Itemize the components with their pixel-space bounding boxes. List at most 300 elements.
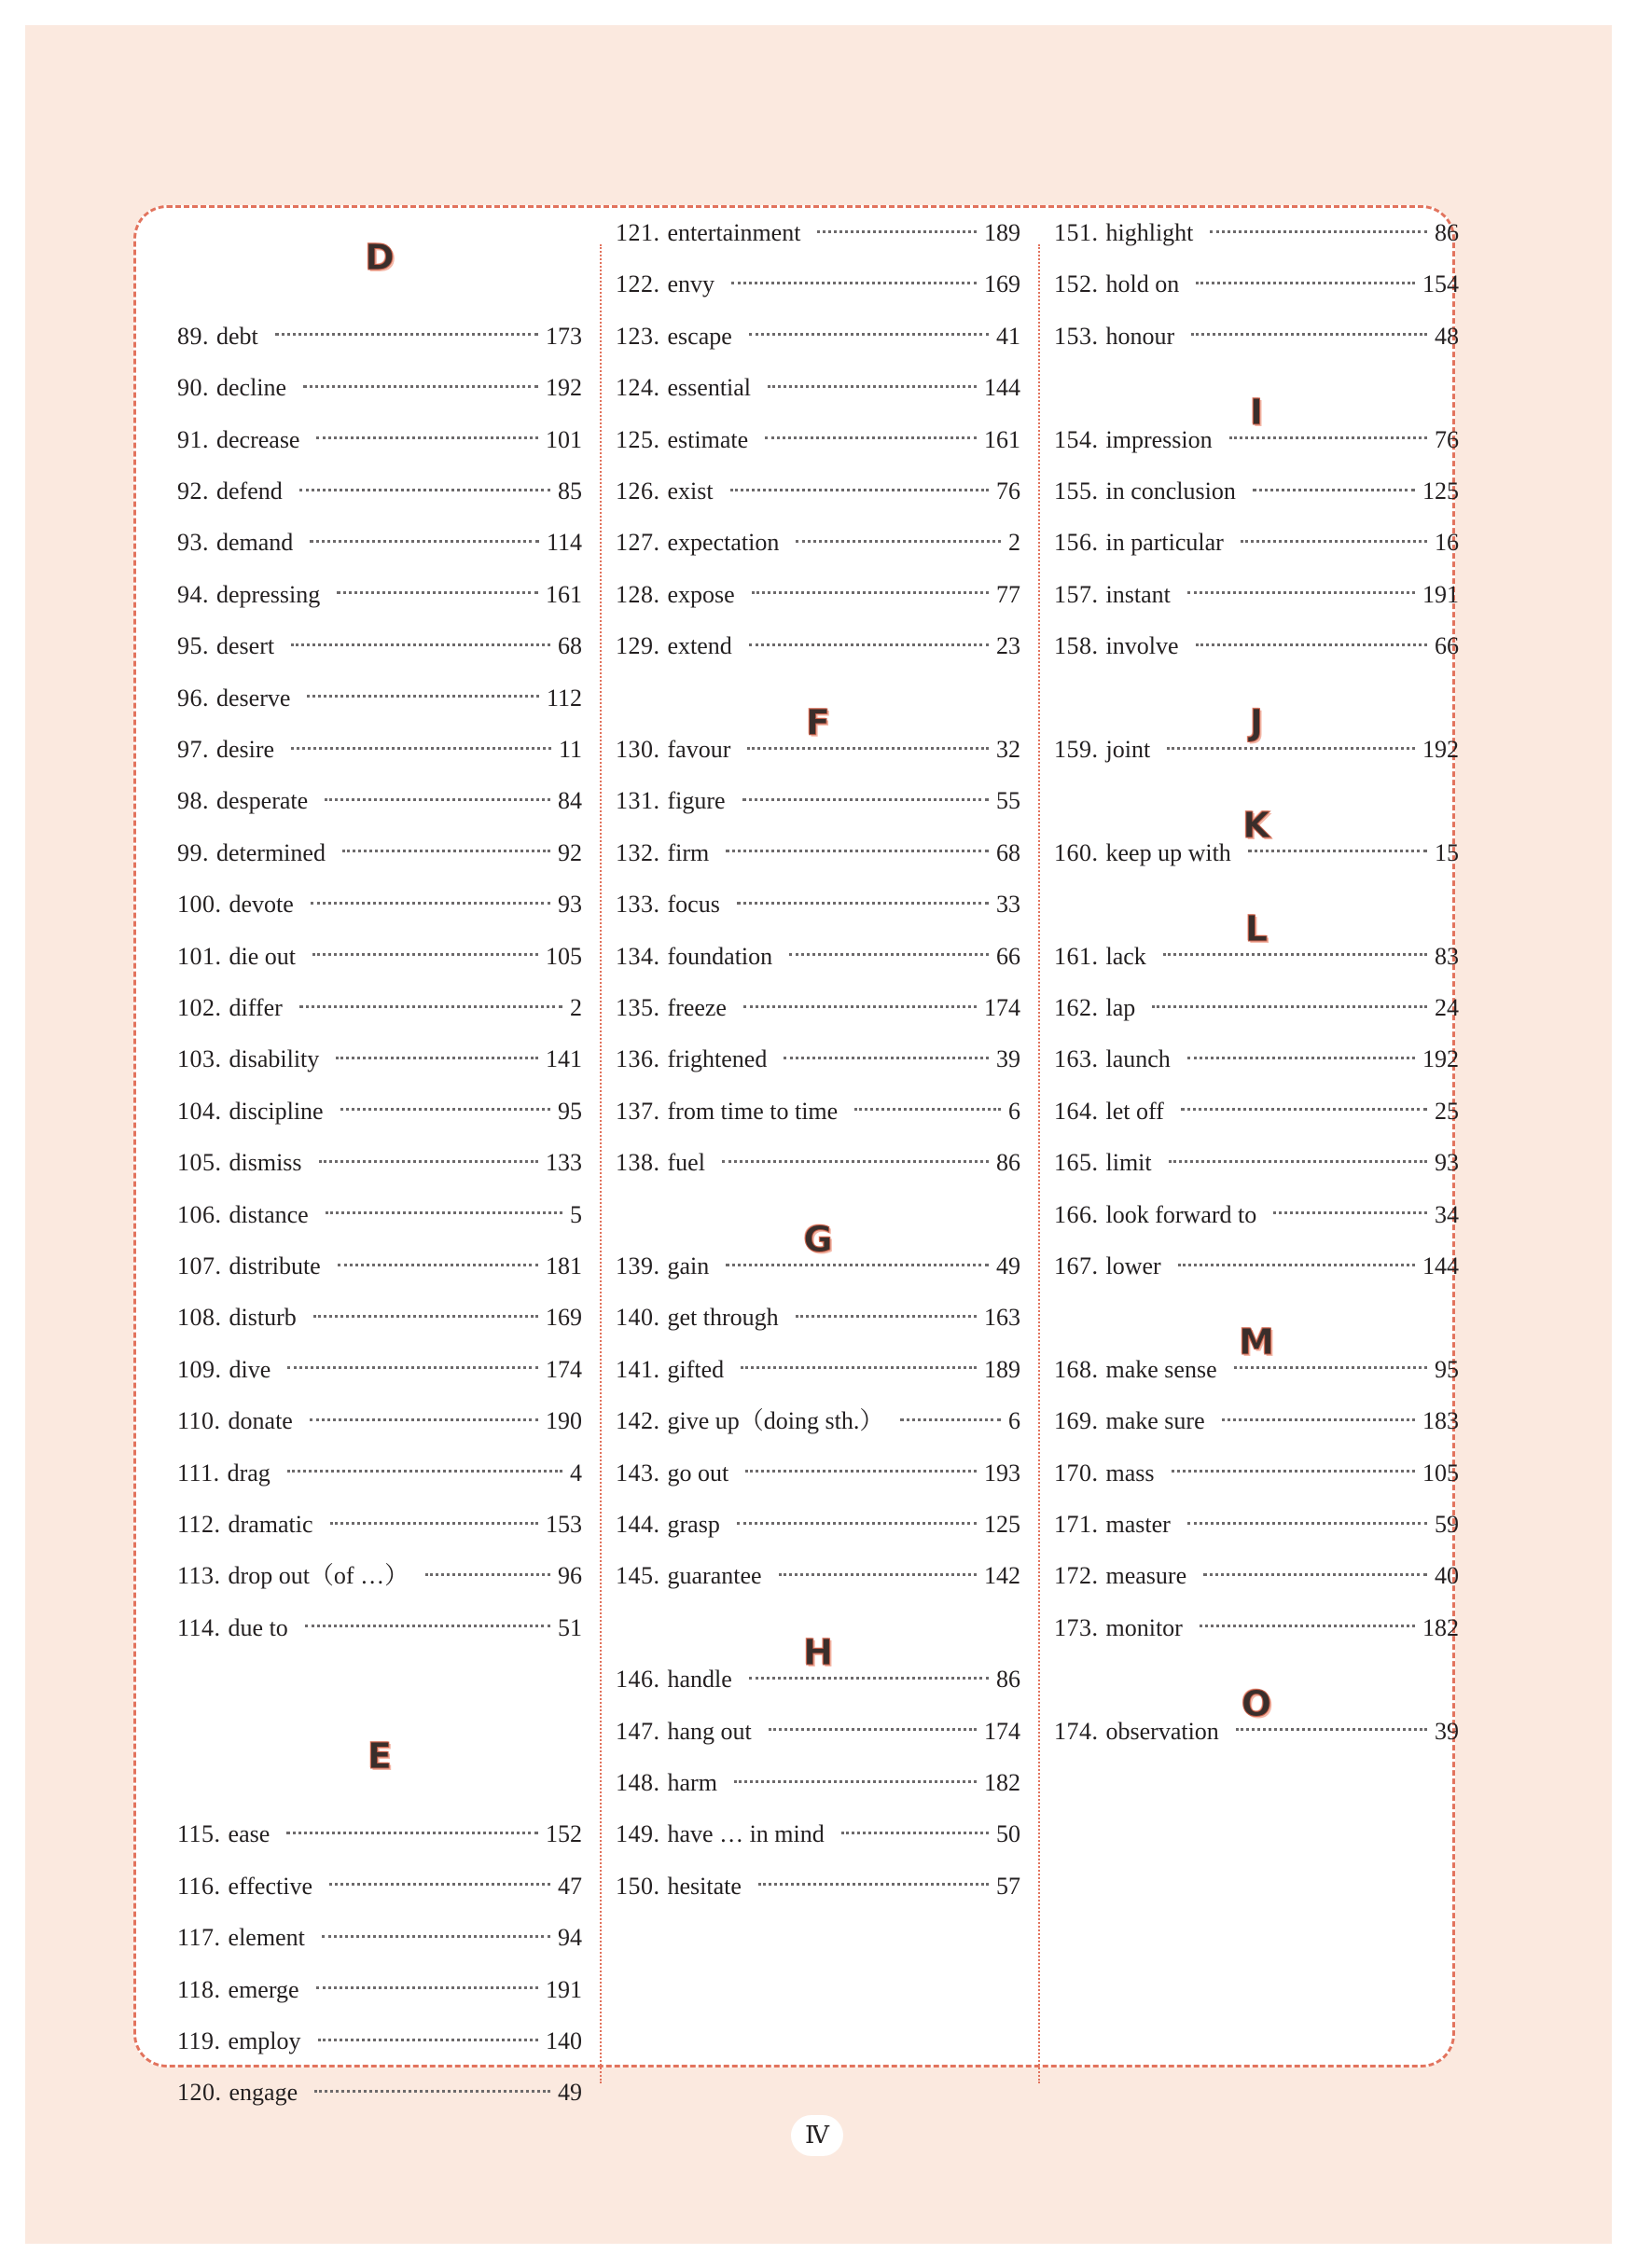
entry-number: 129. (616, 632, 660, 660)
entry-number: 107. (177, 1252, 222, 1279)
page-number: Ⅳ (791, 2115, 843, 2156)
entry-page-number: 192 (546, 374, 582, 402)
entry-page-number: 163 (984, 1304, 1020, 1332)
entry-page-number: 174 (984, 994, 1020, 1021)
entry-page-number: 86 (996, 1149, 1020, 1177)
entry-term: determined (216, 838, 326, 866)
dot-leader (726, 1264, 989, 1266)
entry-number: 171. (1054, 1511, 1099, 1538)
entry-page-number: 86 (996, 1666, 1020, 1694)
entry-page-number: 15 (1435, 838, 1459, 866)
dot-leader (1236, 1728, 1427, 1731)
dot-leader (1273, 1211, 1427, 1214)
index-entry (616, 207, 1020, 259)
index-entry (177, 1550, 582, 1602)
entry-number: 154. (1054, 425, 1099, 453)
entry-term: due to (228, 1613, 288, 1641)
section-letter: G (803, 1218, 833, 1260)
entry-page-number: 68 (558, 632, 582, 660)
entry-page-number: 66 (1435, 632, 1459, 660)
entry-number: 126. (616, 477, 660, 505)
entry-term: devote (229, 891, 294, 919)
entry-number: 125. (616, 425, 660, 453)
entry-page-number: 50 (996, 1820, 1020, 1848)
section-letter: I (1249, 392, 1264, 434)
dot-leader (1191, 333, 1427, 336)
dot-leader (1241, 540, 1427, 543)
entry-number: 102. (177, 994, 222, 1021)
index-entry (177, 362, 582, 414)
index-entry (616, 517, 1020, 569)
entry-number: 98. (177, 787, 209, 815)
index-entry (177, 672, 582, 725)
entry-number: 140. (616, 1304, 660, 1332)
index-entry (1054, 982, 1459, 1034)
dot-leader (1187, 591, 1415, 594)
dot-leader (737, 902, 989, 905)
dot-leader (1196, 643, 1428, 646)
entry-number: 136. (616, 1045, 660, 1073)
entry-term: foundation (667, 942, 773, 970)
entry-number: 101. (177, 942, 222, 970)
entry-number: 166. (1054, 1200, 1099, 1228)
index-entry (616, 1757, 1020, 1809)
index-entry (616, 1653, 1020, 1706)
entry-number: 145. (616, 1562, 660, 1590)
index-entry (1054, 517, 1459, 569)
entry-page-number: 41 (996, 322, 1020, 350)
dot-leader (1203, 1573, 1427, 1576)
index-entry (177, 1447, 582, 1500)
entry-number: 147. (616, 1717, 660, 1745)
entry-number: 161. (1054, 942, 1099, 970)
entry-page-number: 92 (558, 838, 582, 866)
entry-number: 138. (616, 1149, 660, 1177)
entry-number: 132. (616, 838, 660, 866)
dot-leader (287, 1366, 538, 1369)
index-entry (616, 414, 1020, 466)
index-entry (1054, 724, 1459, 776)
dot-leader (1196, 282, 1415, 284)
entry-term: observation (1105, 1717, 1219, 1745)
index-entry (177, 1499, 582, 1551)
index-entry (177, 414, 582, 466)
entry-page-number: 191 (1422, 580, 1459, 608)
entry-number: 165. (1054, 1149, 1099, 1177)
index-entry (1054, 1499, 1459, 1551)
index-entry (177, 827, 582, 879)
index-entry (177, 465, 582, 518)
entry-term: get through (667, 1304, 779, 1332)
index-entry (616, 362, 1020, 414)
index-entry (616, 311, 1020, 363)
entry-term: effective (228, 1872, 313, 1900)
entry-term: disturb (229, 1304, 297, 1332)
entry-page-number: 86 (1435, 219, 1459, 246)
entry-page-number: 174 (546, 1355, 582, 1383)
entry-number: 133. (616, 891, 660, 919)
entry-number: 164. (1054, 1097, 1099, 1125)
dot-leader (747, 747, 989, 750)
entry-term: instant (1105, 580, 1171, 608)
dot-leader (1210, 230, 1427, 233)
entry-number: 163. (1054, 1045, 1099, 1073)
dot-leader (1178, 1264, 1415, 1266)
entry-number: 158. (1054, 632, 1099, 660)
dot-leader (817, 230, 977, 233)
entry-term: focus (667, 891, 720, 919)
index-entry (177, 569, 582, 621)
dot-leader (275, 333, 538, 336)
entry-term: figure (667, 787, 726, 815)
entry-page-number: 161 (546, 580, 582, 608)
index-entry (1054, 1033, 1459, 1086)
entry-page-number: 154 (1422, 270, 1459, 298)
entry-page-number: 125 (984, 1511, 1020, 1538)
section-letter: E (368, 1735, 392, 1777)
entry-page-number: 16 (1435, 529, 1459, 557)
entry-number: 160. (1054, 838, 1099, 866)
entry-term: harm (667, 1769, 717, 1796)
entry-page-number: 2 (570, 994, 582, 1021)
entry-term: guarantee (667, 1562, 762, 1590)
index-entry (1054, 1550, 1459, 1602)
entry-page-number: 191 (546, 1975, 582, 2003)
dot-leader (742, 798, 989, 801)
entry-page-number: 66 (996, 942, 1020, 970)
entry-term: entertainment (667, 219, 801, 246)
index-entry (616, 1344, 1020, 1396)
dot-leader (319, 1160, 538, 1163)
dot-leader (749, 1677, 989, 1680)
index-entry (177, 724, 582, 776)
dot-leader (322, 1935, 550, 1938)
entry-term: mass (1105, 1459, 1155, 1487)
dot-leader (299, 489, 550, 491)
entry-page-number: 192 (1422, 1045, 1459, 1073)
entry-page-number: 192 (1422, 736, 1459, 763)
index-entry (177, 2067, 582, 2119)
entry-page-number: 2 (1008, 529, 1020, 557)
entry-number: 90. (177, 374, 209, 402)
dot-leader (314, 2090, 550, 2093)
entry-page-number: 152 (546, 1820, 582, 1848)
entry-page-number: 32 (996, 736, 1020, 763)
entry-number: 146. (616, 1666, 660, 1694)
index-entry (1054, 414, 1459, 466)
entry-term: involve (1105, 632, 1179, 660)
section-letter: M (1239, 1321, 1274, 1363)
entry-number: 121. (616, 219, 660, 246)
entry-number: 134. (616, 942, 660, 970)
dot-leader (310, 1418, 538, 1421)
index-entry (1054, 569, 1459, 621)
entry-term: element (228, 1924, 305, 1952)
index-entry (1054, 1344, 1459, 1396)
entry-page-number: 49 (996, 1252, 1020, 1279)
entry-term: let off (1105, 1097, 1164, 1125)
index-entry (1054, 1706, 1459, 1758)
entry-page-number: 182 (984, 1769, 1020, 1796)
section-letter: F (806, 701, 830, 743)
entry-page-number: 101 (546, 425, 582, 453)
index-entry (177, 1137, 582, 1189)
entry-page-number: 169 (984, 270, 1020, 298)
section-letter: D (365, 237, 395, 278)
entry-number: 148. (616, 1769, 660, 1796)
entry-page-number: 105 (1422, 1459, 1459, 1487)
index-entry (177, 1912, 582, 1964)
dot-leader (311, 902, 550, 905)
dot-leader (425, 1573, 550, 1576)
index-entry (177, 878, 582, 931)
index-entry (177, 1395, 582, 1447)
entry-number: 95. (177, 632, 209, 660)
entry-term: drag (227, 1459, 271, 1487)
index-entry (616, 775, 1020, 827)
dot-leader (312, 953, 538, 956)
index-entry (616, 1550, 1020, 1602)
entry-page-number: 93 (558, 891, 582, 919)
entry-number: 119. (177, 2027, 221, 2054)
entry-page-number: 183 (1422, 1407, 1459, 1435)
entry-page-number: 76 (1435, 425, 1459, 453)
dot-leader (1229, 436, 1427, 439)
entry-page-number: 51 (558, 1613, 582, 1641)
dot-leader (784, 1057, 989, 1059)
entry-page-number: 112 (546, 684, 582, 712)
entry-page-number: 141 (546, 1045, 582, 1073)
index-entry (616, 1860, 1020, 1913)
entry-number: 144. (616, 1511, 660, 1538)
entry-number: 113. (177, 1562, 221, 1590)
entry-term: donate (228, 1407, 293, 1435)
entry-page-number: 193 (984, 1459, 1020, 1487)
entry-number: 109. (177, 1355, 222, 1383)
entry-term: keep up with (1105, 838, 1231, 866)
index-entry (1054, 1395, 1459, 1447)
entry-page-number: 93 (1435, 1149, 1459, 1177)
index-entry (177, 1033, 582, 1086)
entry-term: desert (216, 632, 275, 660)
entry-number: 149. (616, 1820, 660, 1848)
entry-page-number: 59 (1435, 1511, 1459, 1538)
entry-page-number: 95 (558, 1097, 582, 1125)
index-entry (177, 1602, 582, 1654)
index-entry (616, 827, 1020, 879)
index-entry (1054, 1602, 1459, 1654)
entry-term: expectation (667, 529, 780, 557)
index-entry (177, 517, 582, 569)
section-letter: L (1244, 908, 1269, 950)
dot-leader (741, 1366, 977, 1369)
entry-term: deserve (216, 684, 291, 712)
entry-term: monitor (1105, 1613, 1183, 1641)
index-entry (177, 620, 582, 672)
entry-term: estimate (667, 425, 749, 453)
entry-number: 111. (177, 1459, 220, 1487)
index-entry (177, 775, 582, 827)
dot-leader (299, 1005, 562, 1008)
dot-leader (779, 1573, 977, 1576)
entry-page-number: 181 (546, 1252, 582, 1279)
column-divider (600, 244, 602, 2083)
dot-leader (796, 540, 1001, 543)
entry-term: distance (229, 1200, 309, 1228)
entry-number: 137. (616, 1097, 660, 1125)
index-entry (616, 931, 1020, 983)
entry-term: go out (667, 1459, 729, 1487)
index-entry (616, 1033, 1020, 1086)
entry-term: expose (667, 580, 735, 608)
dot-leader (1187, 1522, 1427, 1525)
entry-number: 155. (1054, 477, 1099, 505)
dot-leader (326, 1211, 562, 1214)
dot-leader (318, 2039, 538, 2041)
entry-number: 141. (616, 1355, 660, 1383)
dot-leader (1167, 747, 1415, 750)
entry-page-number: 190 (546, 1407, 582, 1435)
index-entry (177, 1292, 582, 1344)
entry-term: die out (229, 942, 296, 970)
entry-number: 110. (177, 1407, 221, 1435)
entry-number: 131. (616, 787, 660, 815)
dot-leader (1234, 1366, 1427, 1369)
entry-number: 156. (1054, 529, 1099, 557)
entry-term: desire (216, 736, 275, 763)
entry-number: 112. (177, 1511, 221, 1538)
entry-number: 167. (1054, 1252, 1099, 1279)
entry-page-number: 173 (546, 322, 582, 350)
entry-term: envy (667, 270, 715, 298)
entry-term: highlight (1105, 219, 1194, 246)
entry-term: dramatic (228, 1511, 313, 1538)
entry-term: dismiss (229, 1149, 302, 1177)
entry-number: 103. (177, 1045, 222, 1073)
entry-number: 122. (616, 270, 660, 298)
entry-number: 120. (177, 2079, 222, 2107)
entry-term: fuel (667, 1149, 705, 1177)
entry-term: hang out (667, 1717, 752, 1745)
entry-page-number: 55 (996, 787, 1020, 815)
index-entry (177, 1240, 582, 1293)
entry-number: 153. (1054, 322, 1099, 350)
entry-number: 116. (177, 1872, 221, 1900)
dot-leader (841, 1832, 989, 1834)
entry-term: gain (667, 1252, 710, 1279)
entry-number: 157. (1054, 580, 1099, 608)
entry-page-number: 47 (558, 1872, 582, 1900)
dot-leader (329, 1883, 550, 1886)
dot-leader (1181, 1108, 1427, 1111)
dot-leader (305, 1625, 550, 1627)
dot-leader (337, 591, 538, 594)
index-entry (616, 1808, 1020, 1860)
entry-term: gifted (667, 1355, 725, 1383)
entry-term: differ (229, 994, 283, 1021)
entry-number: 92. (177, 477, 209, 505)
entry-term: decrease (216, 425, 300, 453)
index-entry (177, 1860, 582, 1913)
entry-page-number: 68 (996, 838, 1020, 866)
dot-leader (1169, 1160, 1427, 1163)
entry-number: 97. (177, 736, 209, 763)
entry-term: freeze (667, 994, 727, 1021)
entry-page-number: 23 (996, 632, 1020, 660)
entry-term: distribute (229, 1252, 321, 1279)
entry-page-number: 144 (1422, 1252, 1459, 1279)
entry-page-number: 161 (984, 425, 1020, 453)
index-entry (1054, 1086, 1459, 1138)
index-entry (1054, 258, 1459, 311)
dot-leader (1248, 850, 1427, 852)
entry-number: 169. (1054, 1407, 1099, 1435)
entry-number: 99. (177, 838, 209, 866)
entry-term: master (1105, 1511, 1171, 1538)
dot-leader (752, 591, 989, 594)
dot-leader (1253, 489, 1415, 491)
entry-page-number: 169 (546, 1304, 582, 1332)
entry-page-number: 94 (558, 1924, 582, 1952)
entry-page-number: 83 (1435, 942, 1459, 970)
entry-number: 150. (616, 1872, 660, 1900)
index-entry (177, 1808, 582, 1860)
entry-page-number: 105 (546, 942, 582, 970)
entry-number: 143. (616, 1459, 660, 1487)
entry-number: 135. (616, 994, 660, 1021)
entry-page-number: 142 (984, 1562, 1020, 1590)
dot-leader (900, 1418, 1001, 1421)
entry-number: 168. (1054, 1355, 1099, 1383)
section-letter: K (1242, 805, 1270, 847)
index-entry (616, 258, 1020, 311)
entry-page-number: 4 (570, 1459, 582, 1487)
entry-term: extend (667, 632, 732, 660)
index-entry (177, 982, 582, 1034)
entry-number: 124. (616, 374, 660, 402)
entry-term: essential (667, 374, 752, 402)
dot-leader (789, 953, 989, 956)
entry-number: 91. (177, 425, 209, 453)
index-entry (616, 1292, 1020, 1344)
entry-page-number: 144 (984, 374, 1020, 402)
index-entry (616, 1395, 1020, 1447)
entry-term: frightened (667, 1045, 768, 1073)
dot-leader (745, 1470, 977, 1473)
entry-page-number: 6 (1008, 1407, 1020, 1435)
index-entry (616, 620, 1020, 672)
entry-term: impression (1105, 425, 1213, 453)
entry-term: dive (229, 1355, 271, 1383)
entry-term: from time to time (667, 1097, 839, 1125)
entry-term: demand (216, 529, 294, 557)
dot-leader (338, 1264, 538, 1266)
entry-number: 123. (616, 322, 660, 350)
dot-leader (722, 1160, 989, 1163)
dot-leader (330, 1522, 539, 1525)
dot-leader (734, 1780, 977, 1783)
index-entry (1054, 620, 1459, 672)
index-entry (616, 724, 1020, 776)
index-entry (177, 1189, 582, 1241)
dot-leader (765, 436, 977, 439)
index-entry (1054, 1189, 1459, 1241)
entry-term: grasp (667, 1511, 720, 1538)
entry-number: 115. (177, 1820, 221, 1848)
index-entry (1054, 465, 1459, 518)
entry-term: lower (1105, 1252, 1161, 1279)
entry-number: 105. (177, 1149, 222, 1177)
